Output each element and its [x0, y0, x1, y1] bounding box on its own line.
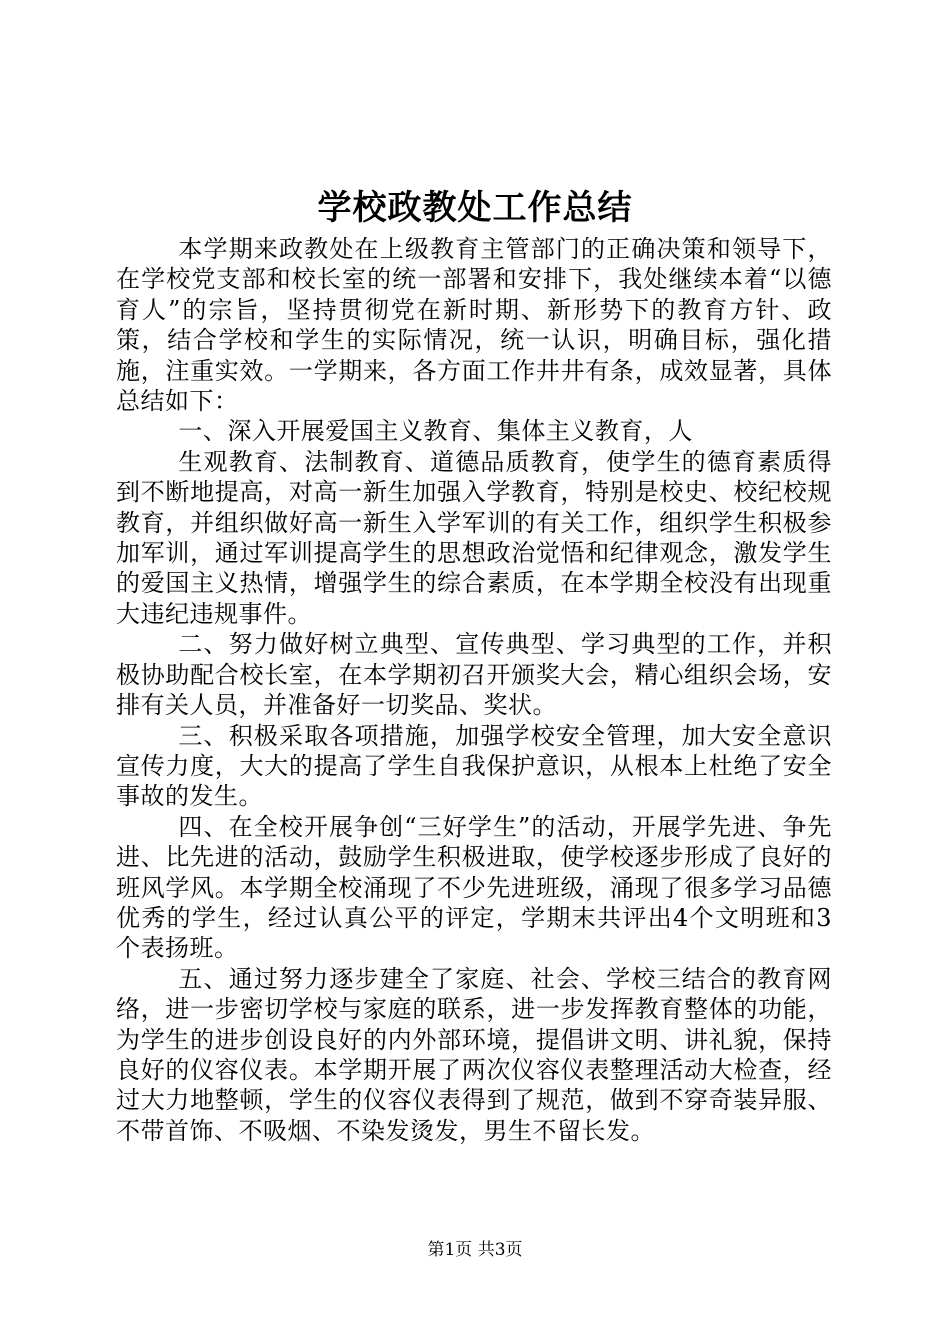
document-title: 学校政教处工作总结	[317, 188, 633, 228]
paragraph-section-4: 四、在全校开展争创“三好学生”的活动，开展学先进、争先进、比先进的活动，鼓励学生积极进取，使学校逐步形成了良好的班风学风。本学期全校涌现了不少先进班级，涌现了很多学习品德优秀的学生，经过认真公平的评定，学期末共评出4个文明班和3个表扬班。	[116, 812, 832, 963]
page-number-footer: 第1页 共3页	[427, 1240, 523, 1260]
paragraph-section-1-heading: 一、深入开展爱国主义教育、集体主义教育，人	[178, 417, 693, 446]
paragraph-section-3: 三、积极采取各项措施，加强学校安全管理，加大安全意识宣传力度，大大的提高了学生自我保护意识，从根本上杜绝了安全事故的发生。	[116, 721, 832, 811]
document-body	[116, 234, 832, 1146]
paragraph-intro: 本学期来政教处在上级教育主管部门的正确决策和领导下，在学校党支部和校长室的统一部署和安排下，我处继续本着“以德育人”的宗旨，坚持贯彻党在新时期、新形势下的教育方针、政策，结合学校和学生的实际情况，统一认识，明确目标，强化措施，注重实效。一学期来，各方面工作井井有条，成效显著，具体总结如下：	[116, 235, 832, 416]
paragraph-section-2: 二、努力做好树立典型、宣传典型、学习典型的工作，并积极协助配合校长室，在本学期初召开颁奖大会，精心组织会场，安排有关人员，并准备好一切奖品、奖状。	[116, 630, 832, 720]
paragraph-section-5: 五、通过努力逐步建全了家庭、社会、学校三结合的教育网络，进一步密切学校与家庭的联系，进一步发挥教育整体的功能，为学生的进步创设良好的内外部环境，提倡讲文明、讲礼貌，保持良好的仪容仪表。本学期开展了两次仪容仪表整理活动大检查，经过大力地整顿，学生的仪容仪表得到了规范，做到不穿奇装异服、不带首饰、不吸烟、不染发烫发，男生不留长发。	[116, 964, 832, 1145]
paragraph-section-1-body: 生观教育、法制教育、道德品质教育，使学生的德育素质得到不断地提高，对高一新生加强入学教育，特别是校史、校纪校规教育，并组织做好高一新生入学军训的有关工作，组织学生积极参加军训，通过军训提高学生的思想政治觉悟和纪律观念，激发学生的爱国主义热情，增强学生的综合素质，在本学期全校没有出现重大违纪违规事件。	[116, 447, 832, 628]
